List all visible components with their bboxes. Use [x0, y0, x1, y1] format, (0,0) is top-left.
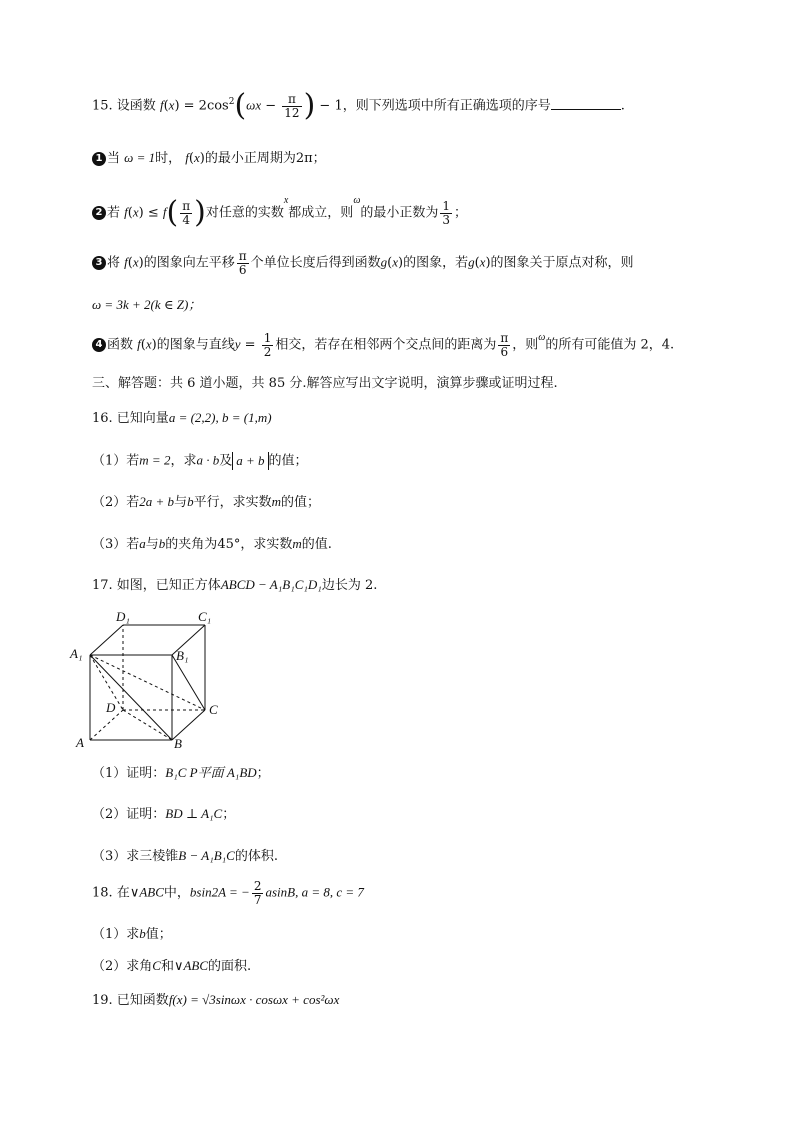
section-heading: 三、解答题：共 6 道小题，共 85 分.解答应写出文字说明，演算步骤或证明过程. — [92, 376, 558, 391]
q15-option-2: 2 若 f(x) ≤ f( $\frac{\pi}{4}$ )对任意的实数$^x$都成立，则$^\omega$的最小正数为 $\frac{1}{3}$ ； — [92, 195, 467, 231]
circle-number-3: 3 — [92, 256, 106, 270]
label-D: D — [106, 700, 116, 715]
q15-option-3: 3 将 f(x)的图象向左平移 $\frac{\pi}{6}$ 个单位长度后得到函数g(x)的图象，若g(x)的图象关于原点对称，则 — [92, 250, 634, 276]
answer-blank[interactable] — [551, 97, 621, 110]
circle-number-1: 1 — [92, 152, 106, 166]
q17-part-1: （1）证明：B₁C P平面 A₁BD； — [92, 765, 270, 781]
q18-stem: 18. 在∨ABC中，bsin2A = − $\frac{2}{7}$ asinB, a = 8, c = 7 — [92, 879, 364, 907]
q18-part-1: （1）求b值； — [92, 926, 172, 942]
label-A1: A₁ — [70, 646, 83, 661]
label-C: C — [209, 702, 218, 717]
q16-part-2: （2）若2a + b与b平行，求实数m的值； — [92, 494, 320, 510]
cube-figure — [68, 608, 238, 753]
circle-number-4: 4 — [92, 338, 106, 352]
q16-stem: 16. 已知向量a = (2,2), b = (1,m) — [92, 410, 272, 426]
q17-part-2: （2）证明：BD ⊥ A₁C； — [92, 806, 236, 822]
label-D1: D₁ — [116, 609, 130, 624]
q15-fraction: $\frac{\pi}{12}$ — [284, 91, 300, 120]
q19-stem: 19. 已知函数f(x) = √3sinωx · cosωx + cos²ωx — [92, 992, 340, 1008]
label-B1: B₁ — [176, 648, 189, 663]
q15-stem: 15. 设函数 $f(x) = 2\cos^2(\omega x$ − $\frac{\pi}{12}$ ) − 1，则下列选项中所有正确选项的序号 . — [92, 88, 625, 123]
q15-option-1: 1 当 ω = 1时， f(x)的最小正周期为2π； — [92, 150, 326, 167]
q18-part-2: （2）求角C和∨ABC的面积. — [92, 958, 252, 974]
q17-stem: 17. 如图，已知正方体ABCD − A₁B₁C₁D₁边长为 2. — [92, 577, 378, 593]
q16-part-3: （3）若a与b的夹角为45°，求实数m的值. — [92, 536, 332, 552]
q17-part-3: （3）求三棱锥B − A₁B₁C的体积. — [92, 848, 278, 864]
edge-A1-D1 — [90, 625, 123, 655]
q15-option-4: 4 函数 f(x)的图象与直线y = $\frac{1}{2}$ 相交，若存在相邻两个交点间的距离为 $\frac{\pi}{6}$ ，则$^\omega$的所有可能值为 2，4. — [92, 332, 674, 358]
label-A: A — [76, 735, 84, 750]
q16-part-1: （1）若m = 2，求a · b及 a + b 的值； — [92, 452, 308, 469]
circle-number-2: 2 — [92, 206, 106, 220]
label-B: B — [174, 736, 182, 751]
q15-option-3-line2: ω = 3k + 2(k ∈ Z)； — [92, 297, 202, 312]
diag-A1-B — [90, 655, 172, 740]
q15-function: f — [159, 97, 164, 113]
label-C1: C₁ — [198, 609, 212, 624]
